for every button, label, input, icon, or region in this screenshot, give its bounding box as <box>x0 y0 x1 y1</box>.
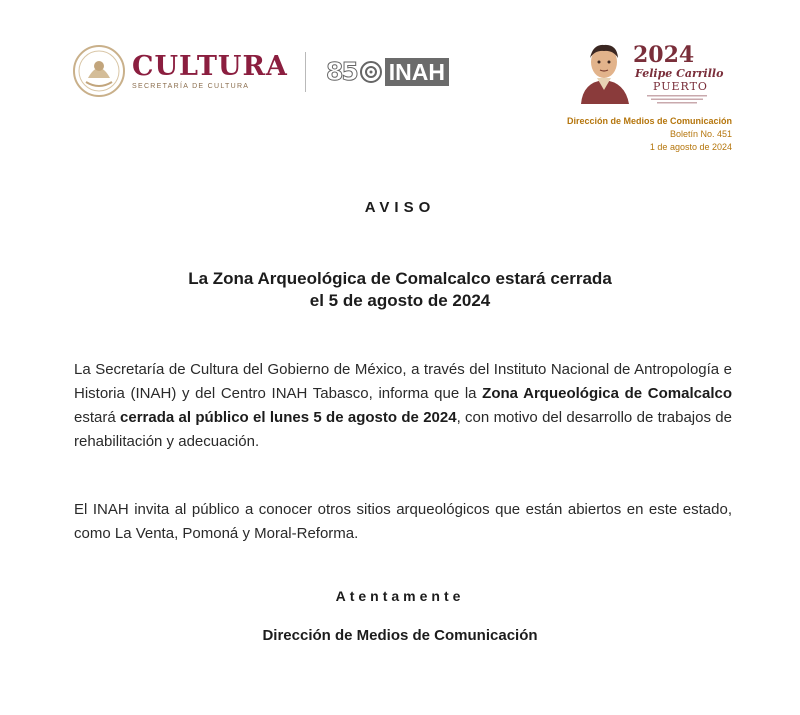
inah-logo <box>326 57 449 86</box>
bulletin-date: 1 de agosto de 2024 <box>649 142 732 152</box>
national-seal-icon <box>72 44 126 98</box>
anniversary-year: 2024 <box>633 42 695 68</box>
headline-line-2: el 5 de agosto de 2024 <box>309 291 491 310</box>
inah-anniversary-number: 85 <box>326 57 357 86</box>
p1-middle: estará <box>74 409 121 426</box>
anniversary-fineprint-icon <box>647 94 707 104</box>
bulletin-department: Dirección de Medios de Comunicación <box>566 116 732 126</box>
inah-emblem-icon <box>359 60 383 84</box>
cultura-subtitle: SECRETARÍA DE CULTURA <box>132 82 250 90</box>
bulletin-info <box>567 115 732 154</box>
notice-headline <box>0 268 800 312</box>
portrait-icon <box>573 38 635 104</box>
closing-salutation: Atentamente <box>335 588 465 604</box>
p1-closure-date: cerrada al público el lunes 5 de agosto de 2024 <box>120 409 457 426</box>
closing-signature: Dirección de Medios de Comunicación <box>262 627 538 644</box>
body-paragraph-1 <box>74 358 732 454</box>
headline-line-1: La Zona Arqueológica de Comalcalco estará cerrada <box>188 269 612 288</box>
anniversary-logo <box>573 38 733 108</box>
cultura-logo <box>72 44 288 98</box>
bulletin-number: Boletín No. 451 <box>669 129 732 139</box>
p1-end: , con motivo del desarrollo de trabajos de rehabilitación y adecuación. <box>74 409 732 450</box>
p1-site-name: Zona Arqueológica de Comalcalco <box>482 385 732 402</box>
anniversary-name-line1: Felipe Carrillo <box>635 67 724 80</box>
anniversary-name-line2: PUERTO <box>653 80 708 93</box>
logo-divider <box>305 52 306 92</box>
p1-intro: La Secretaría de Cultura del Gobierno de México, a través del Instituto Nacional de Antropología e Historia (INAH) y del Centro INAH Tabasco, informa que la <box>74 361 732 402</box>
body-paragraph-2: El INAH invita al público a conocer otros sitios arqueológicos que están abiertos en este estado, como La Venta, Pomoná y Moral-Reforma. <box>74 501 732 542</box>
cultura-wordmark: CULTURA <box>132 50 288 82</box>
inah-wordmark: INAH <box>385 58 449 86</box>
notice-label: AVISO <box>364 199 436 216</box>
